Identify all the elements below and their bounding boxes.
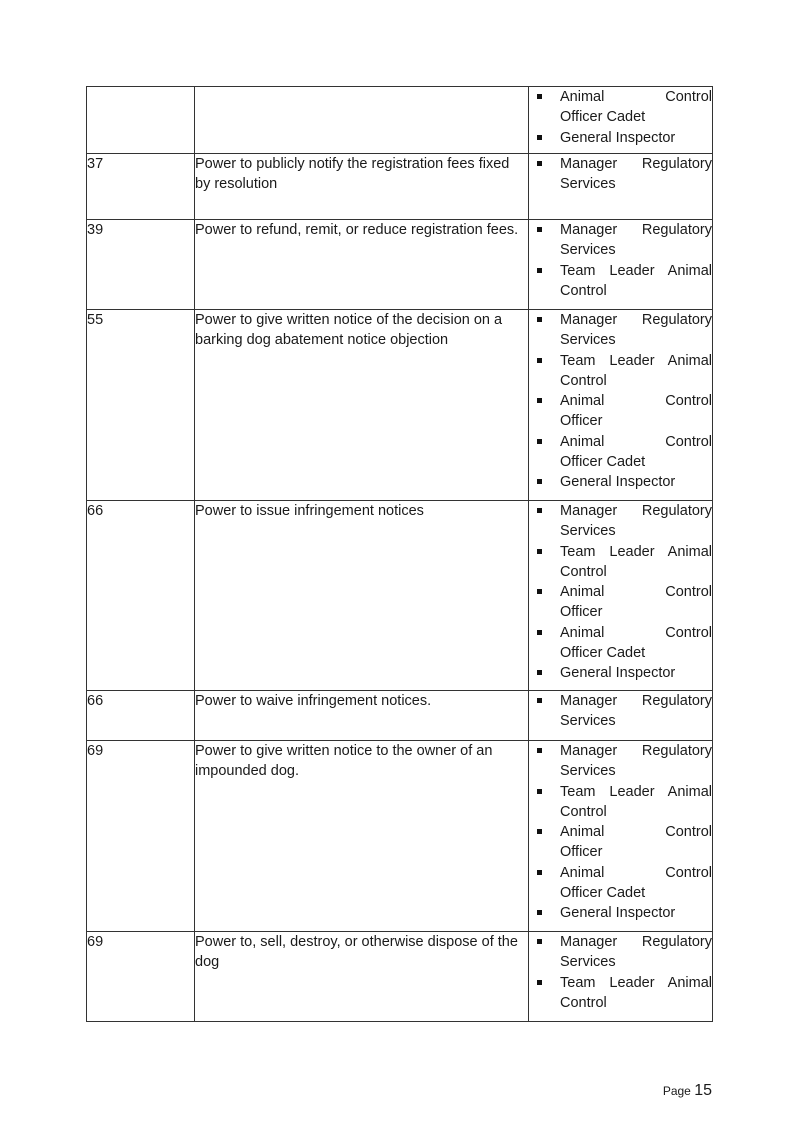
- page-number: 15: [694, 1082, 712, 1099]
- delegates-cell: [529, 87, 713, 154]
- delegate-line: Animal Control: [560, 433, 712, 450]
- delegate-list: [529, 501, 712, 684]
- delegate-list: [529, 220, 712, 301]
- power-cell: Power to publicly notify the registration fees fixed by resolution: [195, 154, 529, 220]
- delegates-cell: [529, 932, 713, 1022]
- section-cell: 69: [87, 932, 195, 1022]
- delegate-line: Team Leader Animal: [560, 262, 712, 279]
- table-row: [87, 310, 713, 501]
- delegate-line: Team Leader Animal: [560, 543, 712, 560]
- delegate-item: [529, 623, 712, 664]
- delegate-item: [529, 351, 712, 392]
- table-row: [87, 691, 713, 741]
- delegate-line: Control: [560, 282, 607, 299]
- delegates-cell: [529, 310, 713, 501]
- delegate-line: Manager Regulatory: [560, 934, 712, 950]
- section-cell: 39: [87, 220, 195, 310]
- delegates-cell: [529, 501, 713, 691]
- page-footer: [663, 1082, 712, 1100]
- delegate-item: [529, 310, 712, 351]
- delegate-item: [529, 663, 712, 683]
- delegate-line: Team Leader Animal: [560, 974, 712, 991]
- delegate-line: Manager Regulatory: [560, 312, 712, 328]
- table-row: [87, 220, 713, 310]
- delegate-item: [529, 782, 712, 823]
- delegate-item: [529, 261, 712, 302]
- delegate-line: General Inspector: [560, 129, 676, 146]
- delegate-item: [529, 472, 712, 492]
- delegate-line: Team Leader Animal: [560, 783, 712, 800]
- table-row: [87, 154, 713, 220]
- delegate-line: Services: [560, 332, 616, 349]
- delegates-cell: [529, 691, 713, 741]
- delegate-list: [529, 932, 712, 1013]
- section-cell: 37: [87, 154, 195, 220]
- delegate-item: [529, 582, 712, 623]
- delegates-cell: [529, 220, 713, 310]
- delegate-line: Manager Regulatory: [560, 743, 712, 759]
- delegate-line: Animal Control: [560, 584, 712, 601]
- delegate-line: Services: [560, 523, 616, 540]
- delegates-cell: [529, 154, 713, 220]
- delegate-item: [529, 128, 712, 148]
- delegate-line: Services: [560, 242, 616, 259]
- delegate-line: Animal Control: [560, 824, 712, 841]
- delegate-item: [529, 220, 712, 261]
- delegate-line: Services: [560, 763, 616, 780]
- delegate-list: [529, 87, 712, 148]
- delegate-line: Services: [560, 713, 616, 730]
- delegate-item: [529, 691, 712, 732]
- section-cell: 66: [87, 501, 195, 691]
- table-row: [87, 87, 713, 154]
- delegate-list: [529, 741, 712, 924]
- delegate-line: General Inspector: [560, 665, 676, 682]
- page-label: Page: [662, 1084, 691, 1098]
- delegate-line: Animal Control: [560, 624, 712, 641]
- delegate-line: Services: [560, 954, 616, 971]
- delegate-item: [529, 87, 712, 128]
- delegate-line: Officer Cadet: [560, 885, 646, 902]
- table-row: [87, 741, 713, 932]
- power-cell: Power to issue infringement notices: [195, 501, 529, 691]
- delegate-line: Animal Control: [560, 864, 712, 881]
- delegate-list: [529, 691, 712, 732]
- power-cell: Power to, sell, destroy, or otherwise dispose of the dog: [195, 932, 529, 1022]
- delegates-cell: [529, 741, 713, 932]
- power-cell: Power to give written notice to the owner of an impounded dog.: [195, 741, 529, 932]
- delegate-line: Control: [560, 994, 607, 1011]
- delegate-item: [529, 432, 712, 473]
- delegate-line: Control: [560, 563, 607, 580]
- power-cell: Power to give written notice of the decision on a barking dog abatement notice objection: [195, 310, 529, 501]
- delegate-line: Manager Regulatory: [560, 503, 712, 519]
- table-row: [87, 501, 713, 691]
- section-cell: 69: [87, 741, 195, 932]
- delegate-item: [529, 822, 712, 863]
- delegate-list: [529, 310, 712, 493]
- delegate-item: [529, 932, 712, 973]
- delegate-line: Officer Cadet: [560, 454, 646, 471]
- delegate-line: Manager Regulatory: [560, 693, 712, 709]
- power-cell: Power to waive infringement notices.: [195, 691, 529, 741]
- power-cell: Power to refund, remit, or reduce registration fees.: [195, 220, 529, 310]
- delegate-item: [529, 863, 712, 904]
- power-cell: [195, 87, 529, 154]
- delegate-line: Control: [560, 372, 607, 389]
- delegate-item: [529, 501, 712, 542]
- delegate-line: Officer: [560, 844, 603, 861]
- delegations-table: [86, 86, 713, 1022]
- delegate-item: [529, 391, 712, 432]
- delegate-line: Officer: [560, 413, 603, 430]
- delegate-line: Officer Cadet: [560, 109, 646, 126]
- delegate-item: [529, 903, 712, 923]
- section-cell: 55: [87, 310, 195, 501]
- delegate-line: Services: [560, 176, 616, 193]
- delegate-line: General Inspector: [560, 905, 676, 922]
- delegate-line: Officer Cadet: [560, 645, 646, 662]
- delegate-line: Manager Regulatory: [560, 222, 712, 238]
- delegate-line: Manager Regulatory: [560, 156, 712, 172]
- delegate-item: [529, 741, 712, 782]
- delegate-item: [529, 542, 712, 583]
- delegate-line: Team Leader Animal: [560, 352, 712, 369]
- section-cell: 66: [87, 691, 195, 741]
- delegate-line: Officer: [560, 604, 603, 621]
- table-row: [87, 932, 713, 1022]
- delegate-line: Animal Control: [560, 393, 712, 410]
- delegations-table-body: [87, 87, 713, 1022]
- section-cell: [87, 87, 195, 154]
- delegate-line: Animal Control: [560, 89, 712, 105]
- delegate-line: Control: [560, 803, 607, 820]
- delegate-line: General Inspector: [560, 474, 676, 491]
- delegate-item: [529, 154, 712, 195]
- delegate-list: [529, 154, 712, 195]
- delegate-item: [529, 973, 712, 1014]
